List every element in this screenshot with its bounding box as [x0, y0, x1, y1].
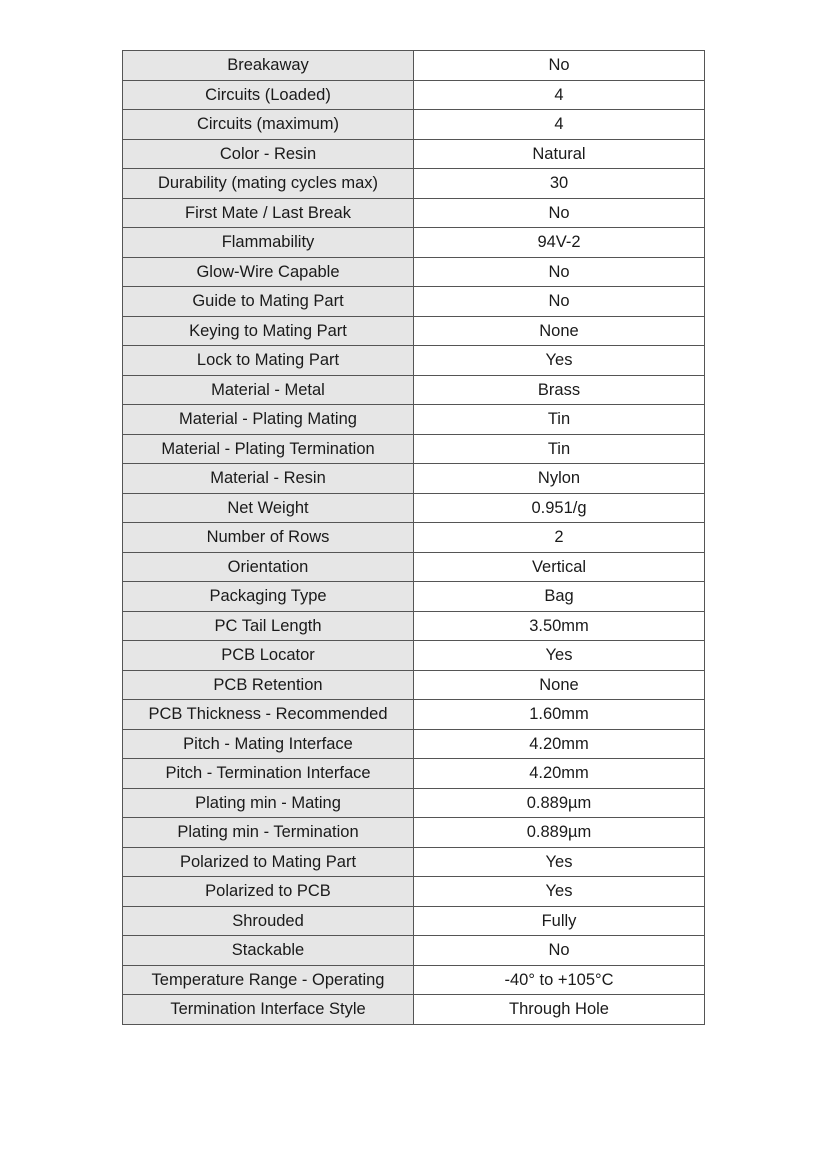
- table-row: [123, 847, 705, 877]
- spec-label: Plating min - Mating: [123, 788, 414, 818]
- spec-value: 4.20mm: [414, 729, 705, 759]
- spec-label: Circuits (Loaded): [123, 80, 414, 110]
- spec-value: Yes: [414, 641, 705, 671]
- spec-label: Packaging Type: [123, 582, 414, 612]
- spec-label: Shrouded: [123, 906, 414, 936]
- spec-value: 2: [414, 523, 705, 553]
- spec-value: Vertical: [414, 552, 705, 582]
- table-row: [123, 582, 705, 612]
- spec-value: Yes: [414, 346, 705, 376]
- table-row: [123, 375, 705, 405]
- table-row: [123, 523, 705, 553]
- spec-label: Pitch - Mating Interface: [123, 729, 414, 759]
- spec-value: 4.20mm: [414, 759, 705, 789]
- table-row: [123, 877, 705, 907]
- table-row: [123, 287, 705, 317]
- spec-label: PC Tail Length: [123, 611, 414, 641]
- table-row: [123, 641, 705, 671]
- spec-value: Yes: [414, 847, 705, 877]
- spec-label: Plating min - Termination: [123, 818, 414, 848]
- table-row: [123, 936, 705, 966]
- table-row: [123, 228, 705, 258]
- table-row: [123, 346, 705, 376]
- spec-label: PCB Thickness - Recommended: [123, 700, 414, 730]
- spec-value: Fully: [414, 906, 705, 936]
- table-row: [123, 434, 705, 464]
- table-row: [123, 464, 705, 494]
- table-row: [123, 198, 705, 228]
- spec-value: Bag: [414, 582, 705, 612]
- table-row: [123, 316, 705, 346]
- table-row: [123, 405, 705, 435]
- spec-label: Polarized to Mating Part: [123, 847, 414, 877]
- spec-label: Material - Metal: [123, 375, 414, 405]
- spec-label: Termination Interface Style: [123, 995, 414, 1025]
- table-row: [123, 788, 705, 818]
- spec-label: Polarized to PCB: [123, 877, 414, 907]
- spec-value: Tin: [414, 434, 705, 464]
- table-row: [123, 670, 705, 700]
- spec-label: Material - Resin: [123, 464, 414, 494]
- spec-value: 4: [414, 80, 705, 110]
- spec-label: Glow-Wire Capable: [123, 257, 414, 287]
- spec-value: 0.951/g: [414, 493, 705, 523]
- table-row: [123, 257, 705, 287]
- spec-label: Pitch - Termination Interface: [123, 759, 414, 789]
- spec-label: Orientation: [123, 552, 414, 582]
- spec-label: Flammability: [123, 228, 414, 258]
- spec-label: Circuits (maximum): [123, 110, 414, 140]
- spec-label: Material - Plating Mating: [123, 405, 414, 435]
- spec-value: No: [414, 198, 705, 228]
- spec-label: Net Weight: [123, 493, 414, 523]
- spec-value: No: [414, 936, 705, 966]
- spec-value: Tin: [414, 405, 705, 435]
- spec-value: Nylon: [414, 464, 705, 494]
- spec-value: No: [414, 51, 705, 81]
- spec-label: First Mate / Last Break: [123, 198, 414, 228]
- spec-label: PCB Retention: [123, 670, 414, 700]
- table-row: [123, 995, 705, 1025]
- spec-value: -40° to +105°C: [414, 965, 705, 995]
- spec-value: 3.50mm: [414, 611, 705, 641]
- table-row: [123, 169, 705, 199]
- spec-value: Natural: [414, 139, 705, 169]
- spec-label: Number of Rows: [123, 523, 414, 553]
- spec-value: 0.889µm: [414, 818, 705, 848]
- spec-label: Durability (mating cycles max): [123, 169, 414, 199]
- table-row: [123, 965, 705, 995]
- spec-label: Keying to Mating Part: [123, 316, 414, 346]
- spec-label: Temperature Range - Operating: [123, 965, 414, 995]
- spec-value: Through Hole: [414, 995, 705, 1025]
- table-row: [123, 80, 705, 110]
- spec-value: None: [414, 670, 705, 700]
- spec-value: Yes: [414, 877, 705, 907]
- table-row: [123, 611, 705, 641]
- table-row: [123, 51, 705, 81]
- spec-value: 1.60mm: [414, 700, 705, 730]
- spec-value: None: [414, 316, 705, 346]
- table-row: [123, 759, 705, 789]
- spec-label: Guide to Mating Part: [123, 287, 414, 317]
- spec-value: 4: [414, 110, 705, 140]
- spec-value: 94V-2: [414, 228, 705, 258]
- spec-value: 30: [414, 169, 705, 199]
- spec-value: Brass: [414, 375, 705, 405]
- spec-table-body: [123, 51, 705, 1025]
- spec-value: 0.889µm: [414, 788, 705, 818]
- spec-value: No: [414, 287, 705, 317]
- spec-table: [122, 50, 705, 1025]
- table-row: [123, 700, 705, 730]
- table-row: [123, 818, 705, 848]
- table-row: [123, 729, 705, 759]
- spec-label: Material - Plating Termination: [123, 434, 414, 464]
- spec-label: Lock to Mating Part: [123, 346, 414, 376]
- table-row: [123, 139, 705, 169]
- table-row: [123, 110, 705, 140]
- spec-label: Breakaway: [123, 51, 414, 81]
- table-row: [123, 552, 705, 582]
- spec-label: Color - Resin: [123, 139, 414, 169]
- spec-value: No: [414, 257, 705, 287]
- spec-label: PCB Locator: [123, 641, 414, 671]
- table-row: [123, 493, 705, 523]
- spec-label: Stackable: [123, 936, 414, 966]
- table-row: [123, 906, 705, 936]
